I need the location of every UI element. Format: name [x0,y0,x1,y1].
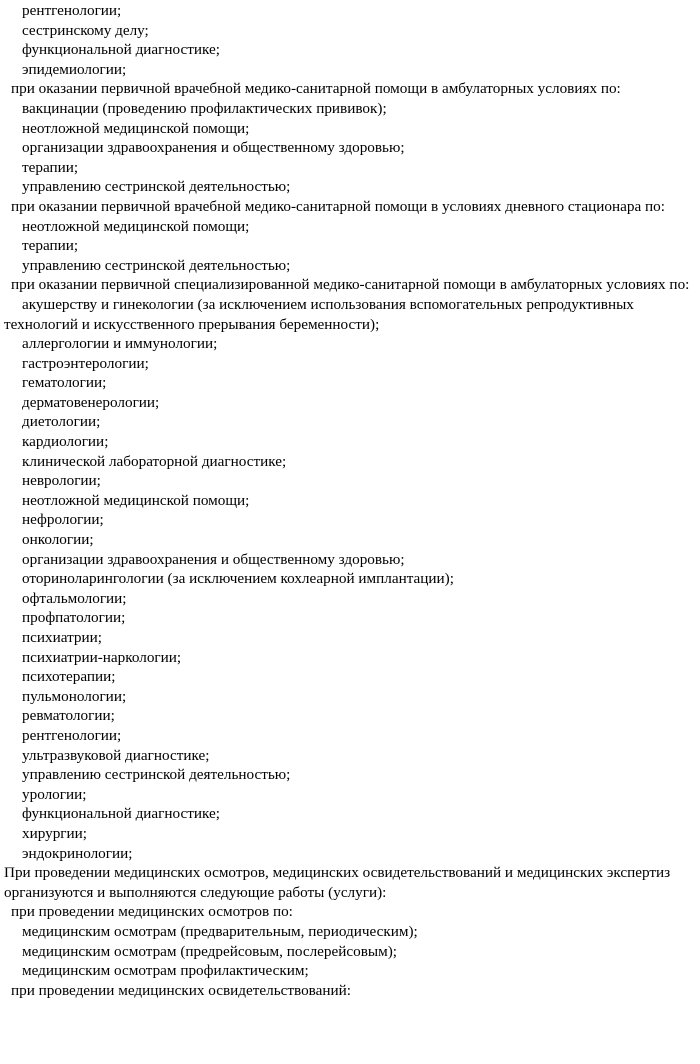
list-item: кардиологии; [22,433,109,451]
list-item: психотерапии; [22,668,116,686]
list-item: вакцинации (проведению профилактических прививок); [22,99,387,117]
list-item: медицинским осмотрам (предварительным, периодическим); [22,922,418,940]
list-item: онкологии; [22,531,94,549]
list-item: неврологии; [22,472,101,490]
list-item: неотложной медицинской помощи; [22,119,250,137]
list-item: ревматологии; [22,707,115,725]
list-item: ультразвуковой диагностике; [22,746,210,764]
list-item: медицинским осмотрам (предрейсовым, послерейсовым); [22,942,397,960]
list-item: организации здравоохранения и общественному здоровью; [22,550,405,568]
list-item: терапии; [22,158,79,176]
subsection-heading: при проведении медицинских освидетельствований: [11,981,351,999]
list-item: нефрологии; [22,511,104,529]
list-item: хирургии; [22,824,88,842]
list-item: функциональной диагностике; [22,41,220,59]
list-item: профпатологии; [22,609,126,627]
list-item: урологии; [22,785,87,803]
list-item: рентгенологии; [22,2,122,19]
list-item: неотложной медицинской помощи; [22,217,250,235]
list-item: управлению сестринской деятельностью; [22,256,291,274]
list-item: оториноларингологии (за исключением кохлеарной имплантации); [22,570,454,588]
list-item: диетологии; [22,413,101,431]
list-item: функциональной диагностике; [22,805,220,823]
list-item: дерматовенерологии; [22,393,160,411]
section-paragraph: При проведении медицинских осмотров, медицинских освидетельствований и медицинских экспертиз организуются и выполняются следующие работы (услуги): [4,864,671,901]
list-item: аллергологии и иммунологии; [22,335,218,353]
list-item: акушерству и гинекологии (за исключением использования вспомогательных репродуктивных технологий и искусственного прерывания беременности); [4,295,634,333]
list-item: организации здравоохранения и общественному здоровью; [22,139,405,157]
list-item: пульмонологии; [22,687,127,705]
subsection-heading: при проведении медицинских осмотров по: [11,903,293,921]
subsection-heading: при оказании первичной специализированной медико-санитарной помощи в амбулаторных условиях по: [11,276,690,294]
list-item: управлению сестринской деятельностью; [22,178,291,196]
list-item: медицинским осмотрам профилактическим; [22,962,309,980]
document-body [4,1,694,1000]
list-item: эндокринологии; [22,844,133,862]
subsection-heading: при оказании первичной врачебной медико-санитарной помощи в условиях дневного стационара по: [11,197,665,215]
list-item: эпидемиологии; [22,60,127,78]
list-item: сестринскому делу; [22,21,149,39]
list-item: клинической лабораторной диагностике; [22,452,287,470]
subsection-heading: при оказании первичной врачебной медико-санитарной помощи в амбулаторных условиях по: [11,80,621,98]
list-item: офтальмологии; [22,589,127,607]
list-item: управлению сестринской деятельностью; [22,766,291,784]
list-item: рентгенологии; [22,726,122,744]
list-item: гастроэнтерологии; [22,354,149,372]
list-item: гематологии; [22,374,107,392]
list-item: неотложной медицинской помощи; [22,491,250,509]
list-item: психиатрии-наркологии; [22,648,182,666]
list-item: терапии; [22,237,79,255]
list-item: психиатрии; [22,629,102,646]
